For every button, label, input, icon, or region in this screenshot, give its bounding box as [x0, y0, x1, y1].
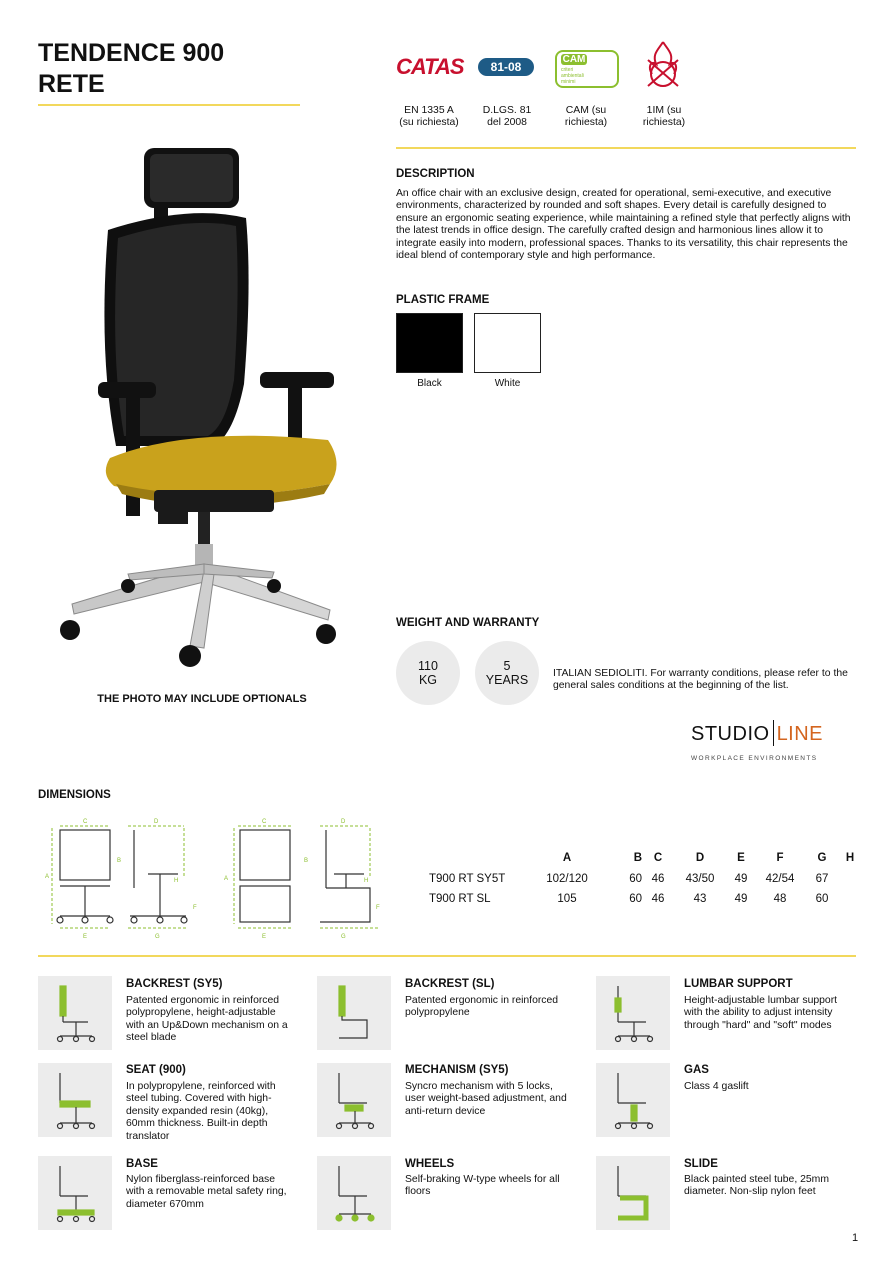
dim-label-b: B — [117, 858, 122, 864]
feature-desc-backrest-sl: Patented ergonomic in reinforced polypropylene — [405, 995, 559, 1019]
slide-icon — [596, 1156, 670, 1230]
cam-logo: CAM criteri ambientali minimi — [555, 50, 619, 88]
fire-class-icon — [640, 38, 686, 93]
feature-title-backrest-sl: BACKREST (SL) — [405, 978, 495, 990]
warranty-circle: 5 YEARS — [475, 641, 539, 705]
feature-desc-lumbar: Height-adjustable lumbar support with the ability to adjust intensity through "hard" and "soft" modes — [684, 995, 838, 1031]
dim-label-e2: E — [262, 934, 267, 940]
description-heading: DESCRIPTION — [396, 168, 475, 180]
col-f: F — [776, 852, 784, 864]
swatch-white-label: White — [494, 378, 521, 389]
title-underline — [38, 104, 300, 106]
cert-caption-1im: 1IM (su richiesta) — [642, 105, 686, 129]
dim-label-a: A — [45, 874, 50, 880]
cert-caption-cam: CAM (su richiesta) — [564, 105, 608, 129]
cert-caption-en1335: EN 1335 A (su richiesta) — [399, 105, 459, 129]
col-h: H — [845, 852, 855, 864]
dim-label-h2: H — [364, 878, 369, 884]
plastic-frame-heading: PLASTIC FRAME — [396, 294, 490, 306]
feature-title-backrest-sy5: BACKREST (SY5) — [126, 978, 223, 990]
dim-label-c: C — [83, 819, 88, 825]
feature-desc-seat: In polypropylene, reinforced with steel tubing. Covered with high-density expanded resin (40kg), 60mm thickness. Built-in depth translator — [126, 1081, 276, 1142]
feature-desc-gas: Class 4 gaslift — [684, 1081, 749, 1092]
dim-label-c2: C — [262, 819, 267, 825]
feature-title-base: BASE — [126, 1158, 158, 1170]
feature-desc-backrest-sy5: Patented ergonomic in reinforced polypropylene, height-adjustable with an Up&Down mechanism on a steel blade — [126, 995, 288, 1044]
backrest-sy5-icon — [38, 976, 112, 1050]
feature-title-mechanism: MECHANISM (SY5) — [405, 1064, 509, 1076]
feature-title-seat: SEAT (900) — [126, 1064, 186, 1076]
feature-title-wheels: WHEELS — [405, 1158, 455, 1170]
dim-label-h: H — [174, 878, 179, 884]
col-c: C — [653, 852, 663, 864]
col-g: G — [817, 852, 827, 864]
feature-desc-base: Nylon fiberglass-reinforced base with a removable metal safety ring, diameter 670mm — [126, 1174, 287, 1210]
mechanism-icon — [317, 1063, 391, 1137]
divider — [396, 147, 856, 149]
page-title — [38, 38, 224, 100]
8108-badge: 81-08 — [478, 58, 534, 76]
dim-label-e: E — [83, 934, 88, 940]
lumbar-support-icon — [596, 976, 670, 1050]
divider — [38, 955, 856, 957]
wheels-icon — [317, 1156, 391, 1230]
description-text: An office chair with an exclusive design, created for operational, semi-executive, and executive environments, characterized by rounded and soft shapes. Every detail is carefully designed to ensure an ergonomic seating experience, while maintaining a refined style that perfectly aligns with the latest trends in office design. The carefully crafted design and harmonious lines allow it to integrate easily into modern, professional spaces. Thanks to its versatility, this chair represents the ideal blend of contemporary style and high performance. — [396, 188, 851, 262]
backrest-sl-icon — [317, 976, 391, 1050]
dimensions-table — [429, 847, 860, 909]
product-photo — [38, 134, 366, 680]
dim-label-b2: B — [304, 858, 309, 864]
title-line-1: TENDENCE 900 — [38, 39, 225, 67]
swatch-black-label: Black — [417, 378, 442, 389]
table-row: T900 RT SY5T 102/120 60 46 43/50 49 42/54 67 — [429, 873, 829, 885]
photo-caption: THE PHOTO MAY INCLUDE OPTIONALS — [97, 693, 307, 705]
studioline-logo: STUDIO LINE WORKPLACE ENVIRONMENTS — [691, 720, 821, 762]
swatch-white — [474, 313, 541, 373]
feature-desc-slide: Black painted steel tube, 25mm diameter. Non-slip nylon feet — [684, 1174, 829, 1198]
page-number: 1 — [852, 1232, 859, 1244]
seat-icon — [38, 1063, 112, 1137]
dimensions-heading: DIMENSIONS — [38, 789, 111, 801]
feature-title-lumbar: LUMBAR SUPPORT — [684, 978, 793, 990]
cert-caption-dlgs81: D.LGS. 81 del 2008 — [482, 105, 532, 129]
dimensions-drawing — [38, 814, 388, 944]
feature-desc-wheels: Self-braking W-type wheels for all floors — [405, 1174, 560, 1198]
dim-label-d2: D — [341, 819, 346, 825]
weight-circle: 110 KG — [396, 641, 460, 705]
col-b: B — [633, 852, 642, 864]
dim-label-f2: F — [376, 905, 380, 911]
dim-label-a2: A — [224, 876, 229, 882]
dim-label-f: F — [193, 905, 197, 911]
col-d: D — [695, 852, 705, 864]
swatch-black — [396, 313, 463, 373]
feature-desc-mechanism: Syncro mechanism with 5 locks, user weight-based adjustment, and anti-return device — [405, 1081, 567, 1117]
col-e: E — [737, 852, 745, 864]
title-line-2: RETE — [38, 70, 105, 98]
dimensions-header-row — [429, 847, 860, 869]
feature-title-slide: SLIDE — [684, 1158, 718, 1170]
feature-title-gas: GAS — [684, 1064, 709, 1076]
dim-label-g: G — [155, 934, 160, 940]
warranty-text: ITALIAN SEDIOLITI. For warranty conditions, please refer to the general sales conditions at the beginning of the list. — [553, 668, 848, 692]
table-row: T900 RT SL 105 60 46 43 49 48 60 — [429, 893, 829, 905]
gas-icon — [596, 1063, 670, 1137]
catas-logo: CATAS — [396, 54, 464, 79]
base-icon — [38, 1156, 112, 1230]
col-a: A — [562, 852, 572, 864]
dim-label-g2: G — [341, 934, 346, 940]
weight-warranty-heading: WEIGHT AND WARRANTY — [396, 617, 540, 629]
dim-label-d: D — [154, 819, 159, 825]
